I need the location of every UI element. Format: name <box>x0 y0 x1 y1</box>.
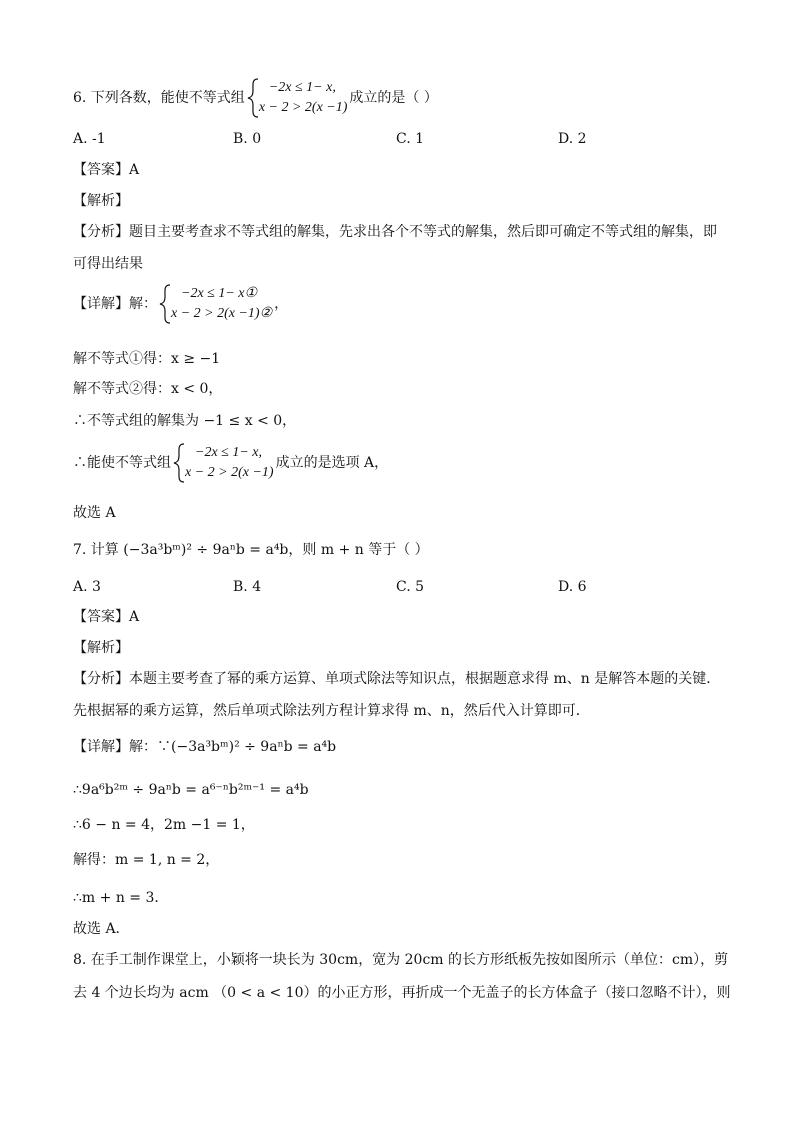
q6-inequality-system <box>247 78 348 118</box>
q7-option-c: C. 5 <box>396 579 425 595</box>
q6-detail-row2: x − 2 > 2(x −1)② <box>171 306 273 321</box>
q6-step1: 解不等式①得：x ≥ −1 <box>73 351 221 367</box>
q6-answer: 【答案】A <box>73 162 140 178</box>
q6-conclusion-row2: x − 2 > 2(x −1) <box>185 465 274 480</box>
q7-answer: 【答案】A <box>73 609 140 625</box>
q7-step1: ∴9a⁶b²ᵐ ÷ 9aⁿb = a⁶⁻ⁿb²ᵐ⁻¹ = a⁴b <box>73 782 309 798</box>
q6-detail-suffix: ， <box>274 296 289 312</box>
q7-analysis-line1: 【分析】本题主要考查了幂的乘方运算、单项式除法等知识点，根据题意求得 m、n 是解答本题的关键． <box>73 671 721 687</box>
q7-stem: 7. 计算 (−3a³bᵐ)² ÷ 9aⁿb = a⁴b，则 m + n 等于（ ） <box>73 542 429 558</box>
q7-step4: ∴m + n = 3． <box>73 890 169 906</box>
q7-step2: ∴6 − n = 4，2m −1 = 1， <box>73 817 255 833</box>
q7-option-b: B. 4 <box>233 579 262 595</box>
q6-detail-system <box>159 284 272 324</box>
q8-line1: 8. 在手工制作课堂上，小颖将一块长为 30cm，宽为 20cm 的长方形纸板先按如图所示（单位：cm），剪 <box>73 952 729 968</box>
q6-stem-text: 6. 下列各数，能使不等式组 <box>73 90 245 106</box>
q6-conclusion-row1: −2x ≤ 1− x, <box>195 445 263 460</box>
q7-option-d: D. 6 <box>558 579 587 595</box>
q6-detail-row1: −2x ≤ 1− x① <box>181 286 258 301</box>
q6-conclusion-suffix: 成立的是选项 A， <box>275 455 389 471</box>
brace-icon <box>173 443 185 483</box>
q7-analysis-line2: 先根据幂的乘方运算，然后单项式除法列方程计算求得 m、n，然后代入计算即可． <box>73 703 590 719</box>
q6-system-row1: −2x ≤ 1− x, <box>268 80 336 95</box>
q6-conclusion <box>73 443 388 483</box>
q6-choose: 故选 A <box>73 505 116 521</box>
q6-step3: ∴不等式组的解集为 −1 ≤ x < 0， <box>73 413 297 429</box>
q6-detail-prefix: 【详解】解： <box>73 296 157 312</box>
q6-stem <box>73 78 438 118</box>
q7-choose: 故选 A． <box>73 921 130 937</box>
q6-stem-tail: 成立的是（ ） <box>349 90 438 106</box>
brace-icon <box>247 78 259 118</box>
q6-detail <box>73 284 288 324</box>
q6-analysis-title: 【解析】 <box>73 193 129 209</box>
q6-option-b: B. 0 <box>233 131 262 147</box>
q6-analysis-line1: 【分析】题目主要考查求不等式组的解集，先求出各个不等式的解集，然后即可确定不等式组的解集，即 <box>73 224 717 240</box>
q7-analysis-title: 【解析】 <box>73 640 129 656</box>
q6-system-row2: x − 2 > 2(x −1) <box>258 100 348 115</box>
q6-option-a: A. -1 <box>73 131 106 147</box>
brace-icon <box>159 284 171 324</box>
q8-line2: 去 4 个边长均为 acm （0 < a < 10）的小正方形，再折成一个无盖子的长方体盒子（接口忽略不计），则 <box>73 985 731 1001</box>
q7-step3: 解得：m = 1, n = 2， <box>73 852 220 868</box>
q6-option-d: D. 2 <box>558 131 587 147</box>
q6-option-c: C. 1 <box>396 131 425 147</box>
q6-conclusion-system <box>173 443 274 483</box>
q6-analysis-line2: 可得出结果 <box>73 256 143 272</box>
q7-option-a: A. 3 <box>73 579 101 595</box>
q6-conclusion-prefix: ∴能使不等式组 <box>73 455 171 471</box>
q6-step2: 解不等式②得：x < 0， <box>73 381 223 397</box>
q7-detail: 【详解】解：∵(−3a³bᵐ)² ÷ 9aⁿb = a⁴b <box>73 739 337 755</box>
